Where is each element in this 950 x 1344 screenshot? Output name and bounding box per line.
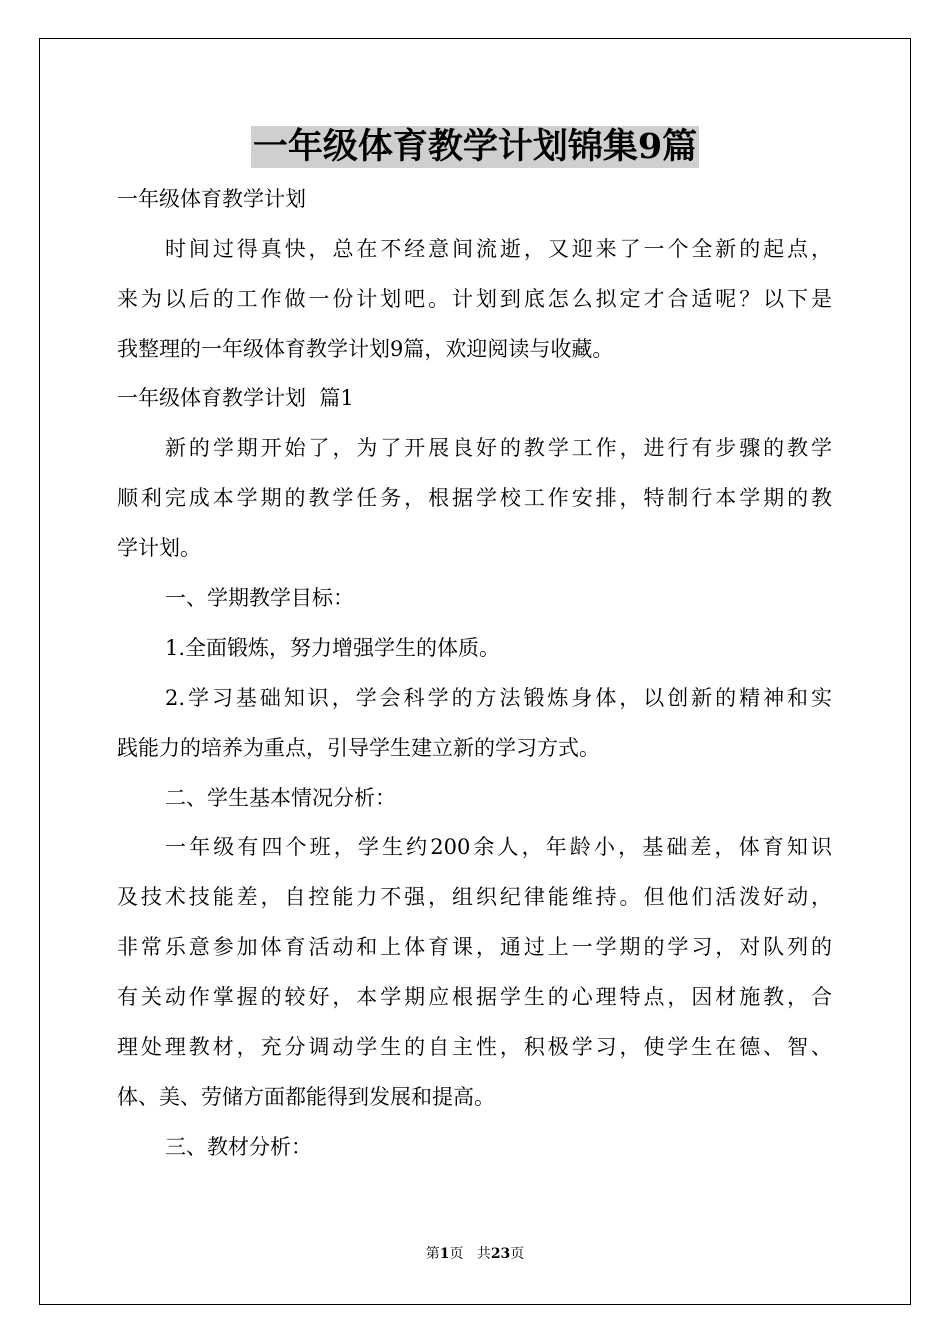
footer-mid: 页 共: [449, 1246, 491, 1262]
page-border: [39, 38, 911, 1305]
subheading: 三、教材分析：: [165, 1135, 312, 1159]
paragraph-line: 来为以后的工作做一份计划吧。计划到底怎么拟定才合适呢？以下是: [117, 287, 832, 311]
title-container: [0, 126, 950, 168]
page-footer: [0, 1245, 950, 1263]
paragraph-line: 新的学期开始了，为了开展良好的教学工作，进行有步骤的教学: [165, 436, 832, 460]
paragraph-line: 2.学习基础知识，学会科学的方法锻炼身体，以创新的精神和实: [165, 686, 832, 710]
paragraph-line: 理处理教材，充分调动学生的自主性，积极学习，使学生在德、智、: [117, 1035, 832, 1059]
paragraph-line: 一年级有四个班，学生约200余人，年龄小，基础差，体育知识: [165, 835, 832, 859]
paragraph-line: 体、美、劳储方面都能得到发展和提高。: [117, 1085, 495, 1109]
paragraph-line: 1.全面锻炼，努力增强学生的体质。: [165, 636, 501, 660]
paragraph-line: 我整理的一年级体育教学计划9篇，欢迎阅读与收藏。: [117, 337, 614, 361]
subheading: 二、学生基本情况分析：: [165, 786, 396, 810]
paragraph-line: 时间过得真快，总在不经意间流逝，又迎来了一个全新的起点，: [165, 237, 832, 261]
section-heading: 一年级体育教学计划: [117, 187, 306, 211]
paragraph-line: 有关动作掌握的较好，本学期应根据学生的心理特点，因材施教，合: [117, 985, 832, 1009]
paragraph-line: 践能力的培养为重点，引导学生建立新的学习方式。: [117, 736, 600, 760]
footer-suffix: 页: [510, 1246, 525, 1262]
footer-current-page: 1: [439, 1246, 450, 1262]
footer-prefix: 第: [425, 1246, 440, 1262]
paragraph-line: 非常乐意参加体育活动和上体育课，通过上一学期的学习，对队列的: [117, 935, 832, 959]
paragraph-line: 顺利完成本学期的教学任务，根据学校工作安排，特制行本学期的教: [117, 486, 832, 510]
section-heading: 一年级体育教学计划 篇1: [117, 386, 354, 410]
footer-total-pages: 23: [490, 1246, 511, 1262]
paragraph-line: 及技术技能差，自控能力不强，组织纪律能维持。但他们活泼好动，: [117, 885, 832, 909]
document-title: 一年级体育教学计划锦集9篇: [252, 126, 698, 167]
subheading: 一、学期教学目标：: [165, 586, 354, 610]
paragraph-line: 学计划。: [117, 536, 201, 560]
